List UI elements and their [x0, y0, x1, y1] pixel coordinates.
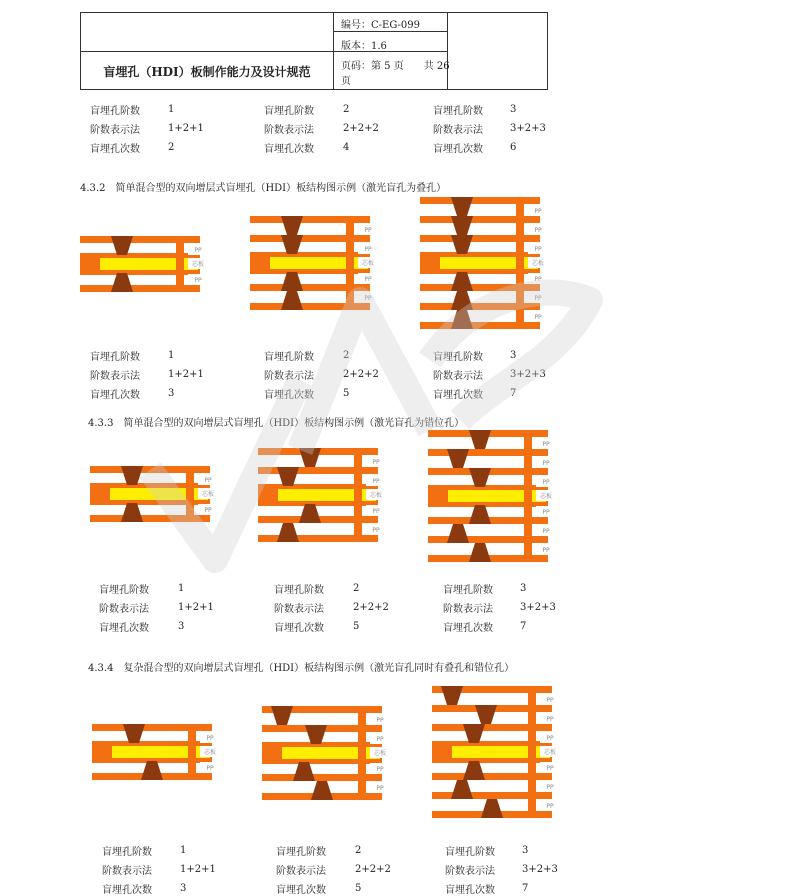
- row-value-count: 7: [510, 388, 517, 399]
- row-value-notation: 2+2+2: [355, 864, 391, 875]
- row-label-order: 盲埋孔阶数: [90, 106, 140, 117]
- row-value-count: 6: [510, 142, 517, 153]
- row-value-order: 3: [510, 350, 517, 361]
- row-label-count: 盲埋孔次数: [90, 390, 140, 401]
- row-label-notation: 阶数表示法: [445, 866, 495, 877]
- row-label-order: 盲埋孔阶数: [433, 106, 483, 117]
- pp-label: PP: [542, 441, 550, 448]
- pp-label: PP: [364, 246, 372, 253]
- pp-label: PP: [534, 227, 542, 234]
- doc-title: 盲埋孔（HDI）板制作能力及设计规范: [81, 51, 333, 90]
- row-value-order: 1: [168, 104, 175, 115]
- row-value-order: 3: [522, 845, 529, 856]
- row-value-count: 4: [343, 142, 350, 153]
- pp-label: PP: [372, 508, 380, 515]
- row-label-notation: 阶数表示法: [433, 125, 483, 136]
- row-label-notation: 阶数表示法: [90, 125, 140, 136]
- row-label-count: 盲埋孔次数: [99, 623, 149, 634]
- row-label-order: 盲埋孔阶数: [90, 352, 140, 363]
- row-value-count: 2: [168, 142, 175, 153]
- row-value-order: 1: [168, 350, 175, 361]
- row-label-order: 盲埋孔阶数: [443, 585, 493, 596]
- pp-label: PP: [376, 736, 384, 743]
- pp-label: PP: [376, 785, 384, 792]
- row-value-notation: 1+2+1: [180, 864, 216, 875]
- page-info: 页码：第 5 页 共 26: [341, 61, 450, 72]
- row-value-count: 3: [168, 388, 175, 399]
- row-label-notation: 阶数表示法: [264, 125, 314, 136]
- row-value-order: 1: [180, 845, 187, 856]
- row-label-order: 盲埋孔阶数: [99, 585, 149, 596]
- row-value-count: 5: [343, 388, 350, 399]
- pp-label: PP: [372, 527, 380, 534]
- row-value-count: 5: [355, 883, 362, 894]
- row-value-order: 2: [353, 583, 360, 594]
- row-value-order: 3: [510, 104, 517, 115]
- row-value-notation: 1+2+1: [168, 369, 204, 380]
- pp-label: PP: [546, 735, 554, 742]
- section-title-433: 4.3.3 简单混合型的双向增层式盲埋孔（HDI）板结构图示例（激光盲孔为错位孔）: [88, 418, 465, 429]
- pp-label: PP: [534, 276, 542, 283]
- row-value-notation: 3+2+3: [510, 369, 546, 380]
- pp-label: PP: [542, 528, 550, 535]
- core-label: 芯板: [201, 491, 215, 498]
- core-label: 芯板: [361, 260, 375, 267]
- row-label-notation: 阶数表示法: [264, 371, 314, 382]
- pp-label: PP: [534, 295, 542, 302]
- pp-label: PP: [546, 716, 554, 723]
- row-label-order: 盲埋孔阶数: [102, 847, 152, 858]
- pp-label: PP: [534, 246, 542, 253]
- row-value-order: 1: [178, 583, 185, 594]
- row-label-count: 盲埋孔次数: [433, 144, 483, 155]
- page-info-cont: 页: [341, 76, 351, 87]
- core-label: 芯板: [369, 492, 383, 499]
- pp-label: PP: [372, 478, 380, 485]
- row-label-notation: 阶数表示法: [102, 866, 152, 877]
- row-label-count: 盲埋孔次数: [90, 144, 140, 155]
- pp-label: PP: [546, 784, 554, 791]
- row-value-notation: 1+2+1: [168, 123, 204, 134]
- row-value-count: 7: [522, 883, 529, 894]
- row-label-notation: 阶数表示法: [274, 604, 324, 615]
- pp-label: PP: [364, 227, 372, 234]
- pp-label: PP: [376, 717, 384, 724]
- section-title-434: 4.3.4 复杂混合型的双向增层式盲埋孔（HDI）板结构图示例（激光盲孔同时有叠孔和错位孔）: [88, 663, 515, 674]
- pp-label: PP: [204, 507, 212, 514]
- doc-version: 版本：1.6: [341, 41, 387, 52]
- pp-label: PP: [194, 277, 202, 284]
- pp-label: PP: [364, 276, 372, 283]
- row-label-notation: 阶数表示法: [90, 371, 140, 382]
- row-label-order: 盲埋孔阶数: [274, 585, 324, 596]
- row-label-count: 盲埋孔次数: [274, 623, 324, 634]
- pp-label: PP: [534, 208, 542, 215]
- row-label-order: 盲埋孔阶数: [264, 352, 314, 363]
- row-value-notation: 3+2+3: [522, 864, 558, 875]
- section-title-432: 4.3.2 简单混合型的双向增层式盲埋孔（HDI）板结构图示例（激光盲孔为叠孔）: [80, 183, 447, 194]
- pp-label: PP: [542, 479, 550, 486]
- row-value-count: 3: [180, 883, 187, 894]
- row-value-order: 2: [355, 845, 362, 856]
- core-label: 芯板: [203, 749, 217, 756]
- row-value-count: 5: [353, 621, 360, 632]
- pp-label: PP: [542, 547, 550, 554]
- pp-label: PP: [194, 247, 202, 254]
- row-label-order: 盲埋孔阶数: [264, 106, 314, 117]
- pp-label: PP: [546, 697, 554, 704]
- pp-label: PP: [206, 765, 214, 772]
- row-value-notation: 2+2+2: [343, 123, 379, 134]
- pp-label: PP: [546, 803, 554, 810]
- row-label-count: 盲埋孔次数: [264, 390, 314, 401]
- row-label-count: 盲埋孔次数: [433, 390, 483, 401]
- row-value-notation: 2+2+2: [353, 602, 389, 613]
- row-label-order: 盲埋孔阶数: [445, 847, 495, 858]
- core-label: 芯板: [539, 493, 553, 500]
- pp-label: PP: [376, 766, 384, 773]
- pp-label: PP: [534, 314, 542, 321]
- pp-label: PP: [372, 459, 380, 466]
- row-value-notation: 3+2+3: [520, 602, 556, 613]
- pp-label: PP: [546, 765, 554, 772]
- row-value-order: 2: [343, 350, 350, 361]
- row-label-order: 盲埋孔阶数: [276, 847, 326, 858]
- row-label-count: 盲埋孔次数: [264, 144, 314, 155]
- row-label-notation: 阶数表示法: [99, 604, 149, 615]
- pp-label: PP: [542, 460, 550, 467]
- pp-label: PP: [204, 477, 212, 484]
- doc-number: 编号：C-EG-099: [341, 20, 420, 31]
- row-value-notation: 3+2+3: [510, 123, 546, 134]
- row-label-order: 盲埋孔阶数: [433, 352, 483, 363]
- row-label-notation: 阶数表示法: [433, 371, 483, 382]
- pp-label: PP: [206, 735, 214, 742]
- row-value-notation: 2+2+2: [343, 369, 379, 380]
- pp-label: PP: [542, 509, 550, 516]
- core-label: 芯板: [543, 749, 557, 756]
- row-value-order: 3: [520, 583, 527, 594]
- row-value-order: 2: [343, 104, 350, 115]
- row-label-count: 盲埋孔次数: [445, 885, 495, 896]
- row-label-count: 盲埋孔次数: [443, 623, 493, 634]
- row-value-count: 3: [178, 621, 185, 632]
- row-label-count: 盲埋孔次数: [276, 885, 326, 896]
- core-label: 芯板: [531, 260, 545, 267]
- row-label-notation: 阶数表示法: [276, 866, 326, 877]
- pp-label: PP: [364, 295, 372, 302]
- core-label: 芯板: [191, 261, 205, 268]
- row-label-notation: 阶数表示法: [443, 604, 493, 615]
- row-value-count: 7: [520, 621, 527, 632]
- row-value-notation: 1+2+1: [178, 602, 214, 613]
- row-label-count: 盲埋孔次数: [102, 885, 152, 896]
- core-label: 芯板: [373, 750, 387, 757]
